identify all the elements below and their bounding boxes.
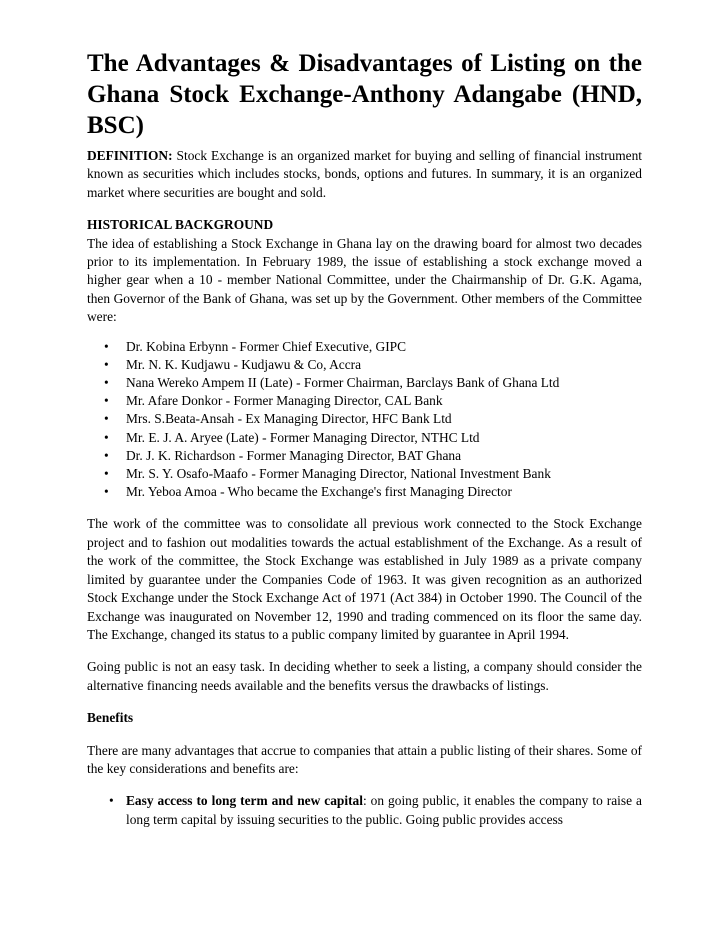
list-item xyxy=(87,792,642,829)
list-item xyxy=(87,338,642,356)
committee-work-paragraph: The work of the committee was to consolidate all previous work connected to the Stock Exchange project and to fashion out modalities towards the actual establishment of the Exchange. As a result of the work of the committee, the Stock Exchange was established in July 1989 as a private company limited by guarantee under the Companies Code of 1963. It was given recognition as an authorized Stock Exchange under the Stock Exchange Act of 1971 (Act 384) in October 1990. The Council of the Exchange was inaugurated on November 12, 1990 and trading commenced on its floor the same day. The Exchange, changed its status to a public company limited by guarantee in April 1994. xyxy=(87,516,642,642)
bullet-icon: • xyxy=(104,447,109,463)
definition-text: Stock Exchange is an organized market for buying and selling of financial instrument known as securities which includes stocks, bonds, options and futures. In summary, it is an organized market where securities are bought and sold. xyxy=(87,148,642,200)
list-item xyxy=(87,356,642,374)
going-public-paragraph: Going public is not an easy task. In deciding whether to seek a listing, a company should consider the alternative financing needs available and the benefits versus the drawbacks of listings. xyxy=(87,659,642,693)
benefit-label: Easy access to long term and new capital xyxy=(126,793,363,809)
bullet-icon: • xyxy=(104,429,109,445)
member-text: Dr. Kobina Erbynn - Former Chief Executive, GIPC xyxy=(126,338,407,354)
benefits-heading: Benefits xyxy=(87,710,134,726)
committee-members-list xyxy=(87,338,642,502)
benefits-intro-paragraph: There are many advantages that accrue to companies that attain a public listing of their shares. Some of the key considerations and benefits are: xyxy=(87,742,642,776)
bullet-icon: • xyxy=(104,466,109,482)
definition-paragraph xyxy=(87,147,642,202)
document-title: The Advantages & Disadvantages of Listing on the Ghana Stock Exchange-Anthony Adangabe (HND, BSC) xyxy=(87,50,642,139)
bullet-icon: • xyxy=(104,338,109,354)
member-text: Dr. J. K. Richardson - Former Managing Director, BAT Ghana xyxy=(126,447,462,463)
list-item xyxy=(87,429,642,447)
list-item xyxy=(87,410,642,428)
member-text: Mr. E. J. A. Aryee (Late) - Former Managing Director, NTHC Ltd xyxy=(126,429,480,445)
list-item xyxy=(87,374,642,392)
list-item xyxy=(87,392,642,410)
member-text: Mr. N. K. Kudjawu - Kudjawu & Co, Accra xyxy=(126,356,362,372)
definition-label: DEFINITION: xyxy=(87,148,173,163)
bullet-icon: • xyxy=(104,375,109,391)
bullet-icon: • xyxy=(109,793,114,809)
member-text: Nana Wereko Ampem II (Late) - Former Chairman, Barclays Bank of Ghana Ltd xyxy=(126,375,560,391)
bullet-icon: • xyxy=(104,393,109,409)
benefits-list xyxy=(87,792,642,829)
benefit-text: : on going public, it enables the company to raise a long term capital by issuing securities to the public. Going public provides access xyxy=(126,793,642,827)
member-text: Mr. Yeboa Amoa - Who became the Exchange's first Managing Director xyxy=(126,484,512,500)
historical-background-paragraph xyxy=(87,216,642,326)
member-text: Mr. Afare Donkor - Former Managing Director, CAL Bank xyxy=(126,393,443,409)
historical-background-heading: HISTORICAL BACKGROUND xyxy=(87,217,274,233)
bullet-icon: • xyxy=(104,484,109,500)
member-text: Mrs. S.Beata-Ansah - Ex Managing Director, HFC Bank Ltd xyxy=(126,411,452,427)
list-item xyxy=(87,465,642,483)
document-page xyxy=(87,48,642,829)
bullet-icon: • xyxy=(104,411,109,427)
list-item xyxy=(87,483,642,501)
member-text: Mr. S. Y. Osafo-Maafo - Former Managing Director, National Investment Bank xyxy=(126,466,551,482)
historical-background-text: The idea of establishing a Stock Exchange in Ghana lay on the drawing board for almost two decades prior to its implementation. In February 1989, the issue of establishing a stock exchange moved a higher gear when a 10 - member National Committee, under the Chairmanship of Dr. G.K. Agama, then Governor of the Bank of Ghana, was set up by the Government. Other members of the Committee were: xyxy=(87,235,642,325)
bullet-icon: • xyxy=(104,356,109,372)
list-item xyxy=(87,447,642,465)
